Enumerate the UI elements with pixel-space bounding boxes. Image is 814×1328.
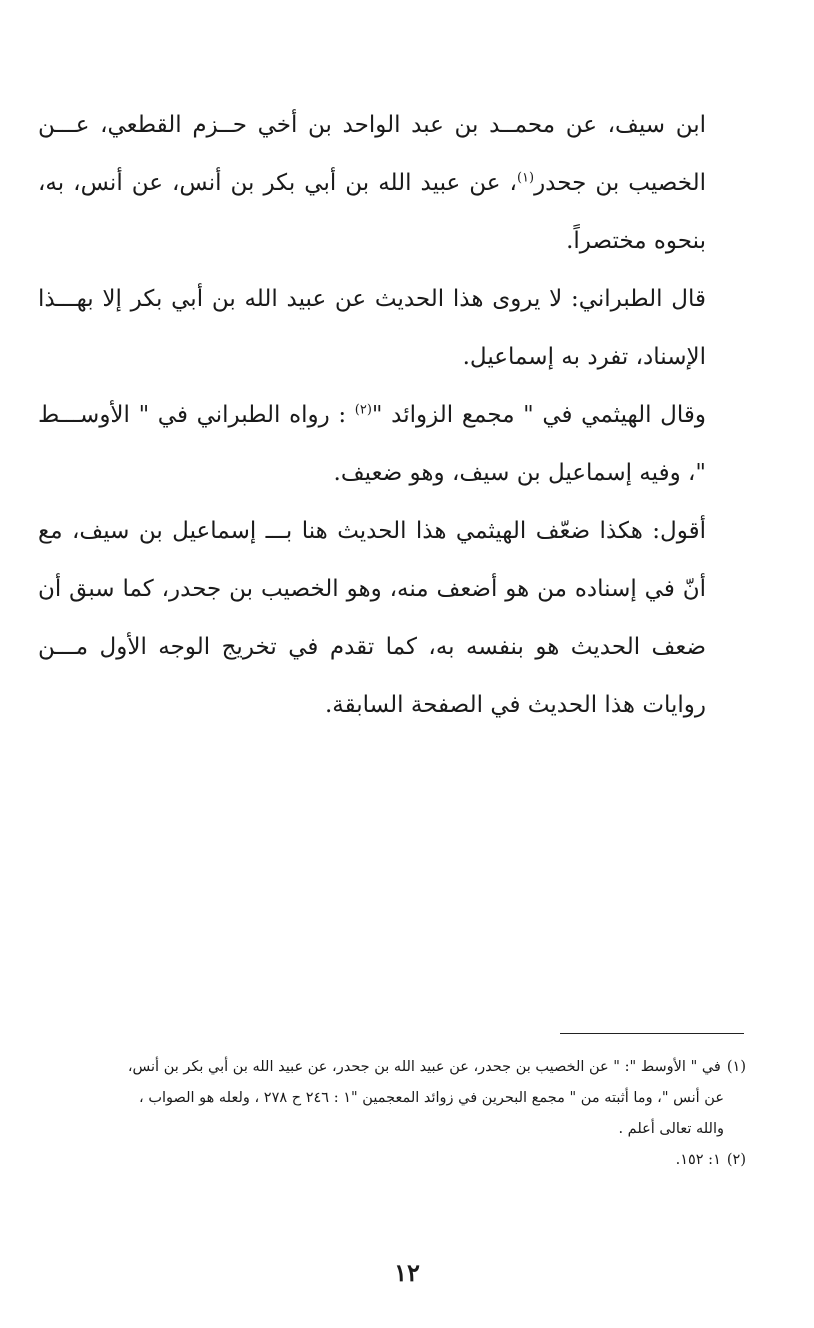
footnote-ref-1[interactable]: (١) xyxy=(516,170,535,186)
paragraph-2: قال الطبراني: لا يروى هذا الحديث عن عبيد الله بن أبي بكر إلا بهـــذا الإسناد، تفرد به إسماعيل. xyxy=(38,286,706,370)
paragraph-1 xyxy=(38,96,706,270)
footnotes xyxy=(60,1052,746,1176)
footnote-1-line-1: في " الأوسط ": " عن الخصيب بن جحدر، عن عبيد الله بن جحدر، عن عبيد الله بن أبي بكر بن أنس، xyxy=(127,1059,721,1075)
paragraph-1-part1: ابن سيف، عن محمــد بن عبد الواحد بن أخي حــزم القطعي، عـــن الخصيب بن جحدر xyxy=(38,112,706,196)
footnote-1 xyxy=(60,1052,746,1083)
paragraph-1-part2: ، عن عبيد الله بن أبي بكر بن أنس، عن أنس، به، بنحوه مختصراً. xyxy=(38,170,706,254)
main-text xyxy=(38,96,706,734)
footnote-2-number: (٢) xyxy=(726,1152,746,1168)
paragraph-3-part2: : رواه الطبراني في " الأوســـط "، وفيه إسماعيل بن سيف، وهو ضعيف. xyxy=(38,402,706,486)
paragraph-3-part1: وقال الهيثمي في " مجمع الزوائد " xyxy=(371,402,706,428)
paragraph-4: أقول: هكذا ضعّف الهيثمي هذا الحديث هنا بـــ إسماعيل بن سيف، مع أنّ في إسناده من هو أضعف منه، وهو الخصيب بن جحدر، كما سبق أن ضعف الحديث هو بنفسه به، كما تقدم في تخريج الوجه الأول مـــن روايات هذا الحديث في الصفحة السابقة. xyxy=(38,518,706,718)
footnote-1-line-2: عن أنس "، وما أثبته من " مجمع البحرين في زوائد المعجمين "١ : ٢٤٦ ح ٢٧٨ ، ولعله هو الصواب ، xyxy=(139,1090,724,1106)
footnote-ref-2[interactable]: (٢) xyxy=(354,402,372,418)
page-number: ١٢ xyxy=(394,1258,420,1287)
footnote-divider xyxy=(560,1033,744,1034)
footnote-1-line-3-row xyxy=(60,1114,746,1145)
footnote-1-line-3: والله تعالى أعلم . xyxy=(618,1121,724,1137)
paragraph-3 xyxy=(38,386,706,502)
footnote-1-number: (١) xyxy=(726,1059,746,1075)
footnote-2-text: ١: ١٥٢. xyxy=(675,1152,721,1168)
footnote-2 xyxy=(60,1145,746,1176)
footnote-1-line-2-row xyxy=(60,1083,746,1114)
